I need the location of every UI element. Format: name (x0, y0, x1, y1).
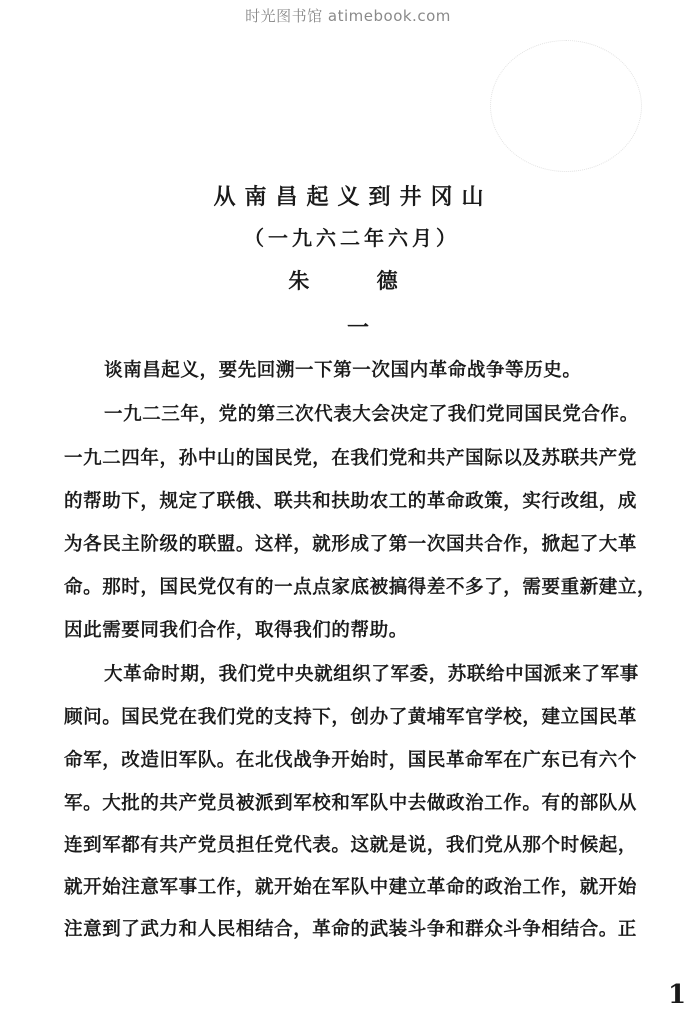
body-line: 命军，改造旧军队。在北伐战争开始时，国民革命军在广东已有六个 (64, 750, 638, 771)
body-line: 一九二四年，孙中山的国民党，在我们党和共产国际以及苏联共产党 (64, 448, 638, 469)
document-title: 从南昌起义到井冈山 (213, 184, 493, 210)
watermark: 时光图书馆 atimebook.com (245, 7, 451, 25)
body-line: 军。大批的共产党员被派到军校和军队中去做政治工作。有的部队从 (64, 793, 638, 814)
faded-seal (490, 40, 642, 172)
body-line: 谈南昌起义，要先回溯一下第一次国内革命战争等历史。 (104, 360, 582, 381)
body-line: 连到军都有共产党员担任党代表。这就是说，我们党从那个时候起， (64, 835, 638, 856)
body-line: 因此需要同我们合作，取得我们的帮助。 (64, 620, 408, 641)
body-line: 大革命时期，我们党中央就组织了军委，苏联给中国派来了军事 (104, 664, 639, 685)
body-line: 命。那时，国民党仅有的一点点家底被搞得差不多了，需要重新建立， (64, 577, 657, 598)
document-author: 朱 德 (288, 268, 428, 293)
body-line: 注意到了武力和人民相结合，革命的武装斗争和群众斗争相结合。正 (64, 919, 638, 940)
page-number: 1 (668, 980, 687, 1010)
body-line: 为各民主阶级的联盟。这样，就形成了第一次国共合作，掀起了大革 (64, 534, 638, 555)
document-date: （一九六二年六月） (244, 226, 460, 250)
body-line: 顾问。国民党在我们党的支持下，创办了黄埔军官学校，建立国民革 (64, 707, 638, 728)
section-number: 一 (346, 315, 369, 341)
body-line: 的帮助下，规定了联俄、联共和扶助农工的革命政策，实行改组，成 (64, 491, 638, 512)
body-line: 一九二三年，党的第三次代表大会决定了我们党同国民党合作。 (104, 404, 639, 425)
body-line: 就开始注意军事工作，就开始在军队中建立革命的政治工作，就开始 (64, 877, 638, 898)
